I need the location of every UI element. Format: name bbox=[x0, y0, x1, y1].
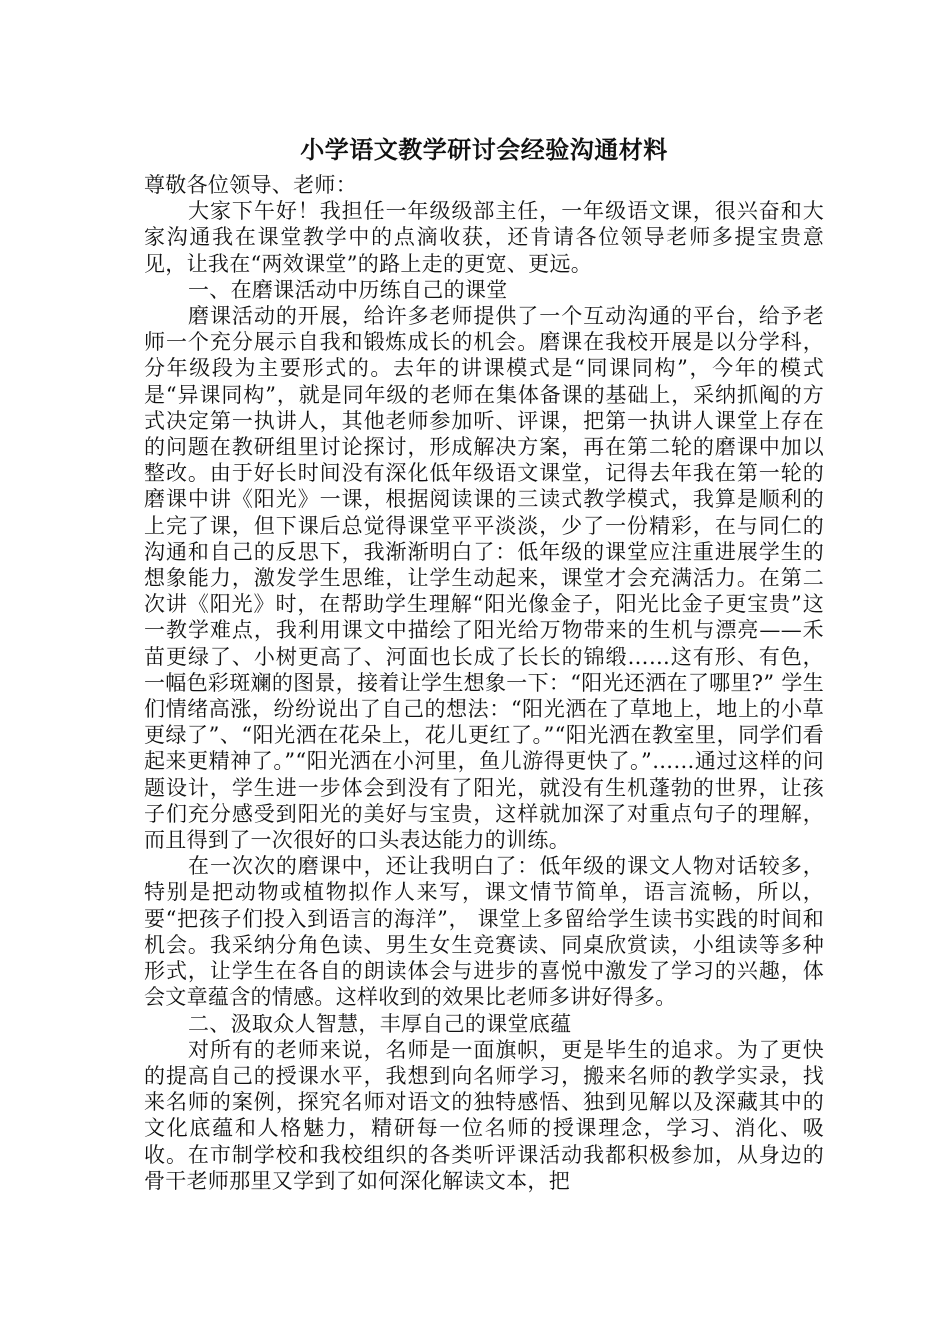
paragraph-lesson-polishing: 磨课活动的开展，给许多老师提供了一个互动沟通的平台，给予老师一个充分展示自我和锻炼成长的机会。磨课在我校开展是以分学科，分年级段为主要形式的。去年的讲课模式是“同课同构”，今年的模式是“异课同构”，就是同年级的老师在集体备课的基础上，采纳抓阄的方式决定第一执讲人，其他老师参加听、评课，把第一执讲人课堂上存在的问题在教研组里讨论探讨，形成解决方案，再在第二轮的磨课中加以整改。由于好长时间没有深化低年级语文课堂，记得去年我在第一轮的磨课中讲《阳光》一课，根据阅读课的三读式教学模式，我算是顺利的上完了课，但下课后总觉得课堂平平淡淡，少了一份精彩，在与同仁的沟通和自己的反思下，我渐渐明白了：低年级的课堂应注重进展学生的想象能力，激发学生思维，让学生动起来，课堂才会充满活力。在第二次讲《阳光》时，在帮助学生理解“阳光像金子，阳光比金子更宝贵”这一教学难点，我利用课文中描绘了阳光给万物带来的生机与漂亮——禾苗更绿了、小树更高了、河面也长成了长长的锦缎……这有形、有色，一幅色彩斑斓的图景，接着让学生想象一下：“阳光还洒在了哪里?” 学生们情绪高涨，纷纷说出了自己的想法：“阳光洒在了草地上，地上的小草更绿了”、“阳光洒在花朵上，花儿更红了。”“阳光洒在教室里，同学们看起来更精神了。”“阳光洒在小河里，鱼儿游得更快了。”……通过这样的问题设计，学生进一步体会到没有了阳光，就没有生机蓬勃的世界，让孩子们充分感受到阳光的美好与宝贵，这样就加深了对重点句子的理解，而且得到了一次很好的口头表达能力的训练。 bbox=[144, 304, 824, 853]
salutation: 尊敬各位领导、老师： bbox=[144, 173, 357, 197]
paragraph-learning-from-masters: 对所有的老师来说，名师是一面旗帜，更是毕生的追求。为了更快的提高自己的授课水平，我想到向名师学习，搬来名师的教学实录，找来名师的案例，探究名师对语文的独特感悟、独到见解以及深藏其中的文化底蕴和人格魅力，精研每一位名师的授课理念，学习、消化、吸收。在市制学校和我校组织的各类听评课活动我都积极参加，从身边的骨干老师那里又学到了如何深化解读文本，把 bbox=[144, 1037, 824, 1193]
section-heading-2: 二、汲取众人智慧，丰厚自己的课堂底蕴 bbox=[188, 1011, 572, 1036]
section-heading-1: 一、在磨课活动中历练自己的课堂 bbox=[188, 277, 508, 302]
paragraph-reading-practice: 在一次次的磨课中，还让我明白了：低年级的课文人物对话较多，特别是把动物或植物拟作人来写，课文情节简单，语言流畅，所以，要“把孩子们投入到语言的海洋”， 课堂上多留给学生读书实践的时间和机会。我采纳分角色读、男生女生竞赛读、同桌欣赏读，小组读等多种形式，让学生在各自的朗读体会与进步的喜悦中激发了学习的兴趣，体会文章蕴含的情感。这样收到的效果比老师多讲好得多。 bbox=[144, 854, 824, 1010]
paragraph-greeting: 大家下午好！我担任一年级级部主任，一年级语文课，很兴奋和大家沟通我在课堂教学中的点滴收获，还肯请各位领导老师多提宝贵意见，让我在“两效课堂”的路上走的更宽、更远。 bbox=[144, 199, 824, 276]
document-page bbox=[144, 130, 824, 1194]
document-title: 小学语文教学研讨会经验沟通材料 bbox=[300, 135, 668, 164]
